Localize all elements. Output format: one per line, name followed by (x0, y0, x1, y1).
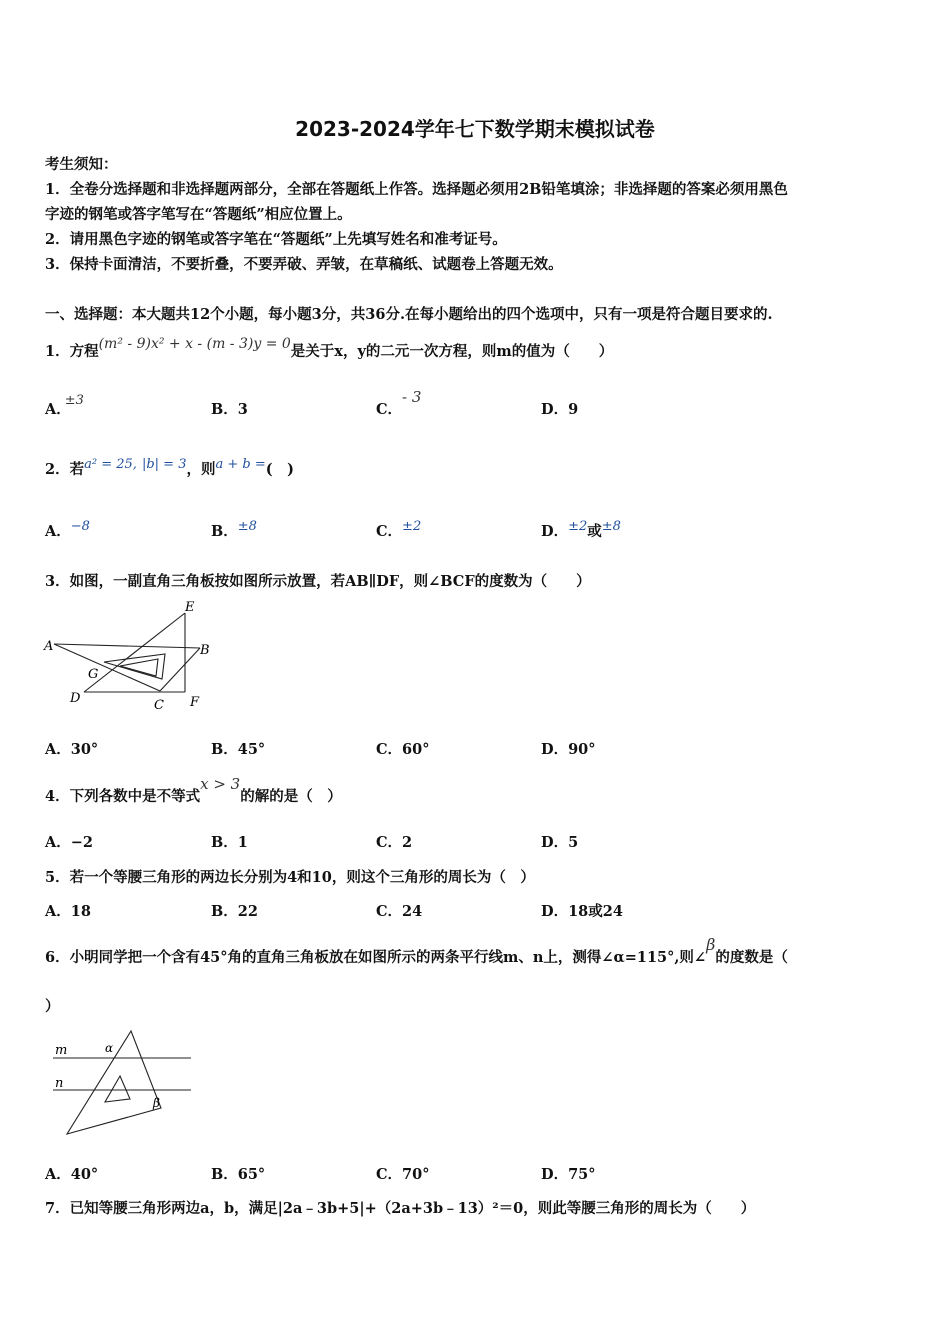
q2-option-b: B．±8 (211, 519, 257, 540)
q3-option-d: D．90° (541, 741, 596, 758)
q3-label-e: E (185, 600, 195, 615)
q3-inner-triangle-2 (120, 659, 158, 676)
question-4 (45, 775, 342, 806)
q4-suffix: 的解的是（ ） (240, 788, 342, 805)
q3-line-ac (54, 644, 160, 691)
q2-suffix: ( ) (265, 461, 294, 478)
q2-formula-sum: a + b = (215, 457, 266, 472)
q5-option-b: B．22 (211, 903, 258, 920)
q6-option-d: D．75° (541, 1166, 596, 1183)
q2-option-d-value-1: ±2 (568, 519, 588, 534)
q4-option-c: C．2 (376, 834, 413, 851)
notice-heading: 考生须知： (45, 156, 118, 173)
q4-formula: x > 3 (200, 775, 241, 793)
q6-triangle-outer (67, 1031, 161, 1134)
q6-label-beta: β (153, 1096, 160, 1110)
q3-label-f: F (190, 695, 200, 710)
q1-option-d: D．9 (541, 401, 579, 418)
q4-option-a: A．−2 (45, 834, 93, 851)
q6-suffix: 的度数是（ (715, 949, 788, 966)
q5-option-d: D．18或24 (541, 903, 623, 920)
q6-label-alpha: α (105, 1041, 114, 1055)
q6-option-c: C．70° (376, 1166, 430, 1183)
q3-figure (40, 596, 220, 714)
question-3: 3．如图，一副直角三角板按如图所示放置，若AB∥DF，则∠BCF的度数为（ ） (45, 573, 591, 590)
q1-option-a-value: ±3 (64, 393, 84, 408)
q3-option-a: A．30° (45, 741, 99, 758)
q6-figure (45, 1024, 195, 1142)
q3-line-ab (54, 644, 200, 648)
q1-option-b: B．3 (211, 401, 248, 418)
q5-option-c: C．24 (376, 903, 423, 920)
q1-prefix: 1．方程 (45, 343, 99, 360)
q4-prefix: 4．下列各数中是不等式 (45, 788, 201, 805)
q2-option-c: C．±2 (376, 519, 422, 540)
q1-option-a: A．±3 (45, 393, 84, 418)
notice-line-4: 3．保持卡面清洁，不要折叠，不要弄破、弄皱，在草稿纸、试题卷上答题无效。 (45, 256, 563, 273)
q5-option-a: A．18 (45, 903, 91, 920)
q2-option-b-value: ±8 (237, 519, 257, 534)
q2-option-a: A．−8 (45, 519, 90, 540)
q2-mid: ，则 (186, 461, 216, 478)
q2-formula-b: |b| = 3 (141, 457, 187, 472)
question-2 (45, 458, 294, 479)
q4-option-b: B．1 (211, 834, 248, 851)
q6-option-b: B．65° (211, 1166, 266, 1183)
q3-label-d: D (70, 691, 81, 706)
q2-option-d-or: 或 (587, 523, 602, 540)
q2-option-d: D．±2或±8 (541, 519, 621, 540)
q4-option-d: D．5 (541, 834, 579, 851)
page-title: 2023-2024学年七下数学期末模拟试卷 (295, 117, 655, 141)
question-7: 7．已知等腰三角形两边a，b，满足|2a﹣3b+5|+（2a+3b﹣13）²＝0，则此等腰三角形的周长为（ ） (45, 1200, 756, 1217)
q3-option-b: B．45° (211, 741, 266, 758)
q6-label-n: n (55, 1076, 64, 1091)
q2-prefix: 2．若 (45, 461, 85, 478)
notice-line-2: 字迹的钢笔或答字笔写在“答题纸”相应位置上。 (45, 206, 352, 223)
q2-option-a-value: −8 (70, 519, 90, 534)
q2-option-d-value-2: ±8 (601, 519, 621, 534)
q2-option-c-value: ±2 (402, 519, 422, 534)
q3-line-bc (160, 648, 200, 691)
question-5: 5．若一个等腰三角形的两边长分别为4和10，则这个三角形的周长为（ ） (45, 869, 535, 886)
q1-option-c-value: - 3 (402, 388, 422, 406)
notice-line-3: 2．请用黑色字迹的钢笔或答字笔在“答题纸”上先填写姓名和准考证号。 (45, 231, 507, 248)
q3-option-c: C．60° (376, 741, 430, 758)
q6-close-paren: ） (45, 998, 60, 1015)
q6-triangle-inner (105, 1076, 130, 1102)
question-6 (45, 935, 788, 967)
q6-label-m: m (55, 1043, 68, 1058)
notice-line-1: 1．全卷分选择题和非选择题两部分，全部在答题纸上作答。选择题必须用2B铅笔填涂；非选择题的答案必须用黑色 (45, 181, 788, 198)
q3-label-b: B (200, 643, 210, 658)
q3-label-a: A (44, 639, 54, 654)
q6-prefix: 6．小明同学把一个含有45°角的直角三角板放在如图所示的两条平行线m、n上，测得∠α=115°,则∠ (45, 949, 707, 966)
q6-beta: β (706, 935, 716, 954)
question-1 (45, 336, 614, 361)
q1-formula: (m² - 9)x² + x - (m - 3)y = 0 (98, 336, 291, 352)
section-heading: 一、选择题：本大题共12个小题，每小题3分，共36分.在每小题给出的四个选项中，只有一项是符合题目要求的. (45, 306, 773, 323)
q1-suffix: 是关于x，y的二元一次方程，则m的值为（ ） (290, 343, 614, 360)
q3-label-c: C (154, 698, 164, 713)
q3-label-g: G (88, 667, 99, 682)
q6-option-a: A．40° (45, 1166, 99, 1183)
q1-option-c: C．- 3 (376, 388, 422, 418)
q2-formula-a: a² = 25, (84, 457, 137, 472)
